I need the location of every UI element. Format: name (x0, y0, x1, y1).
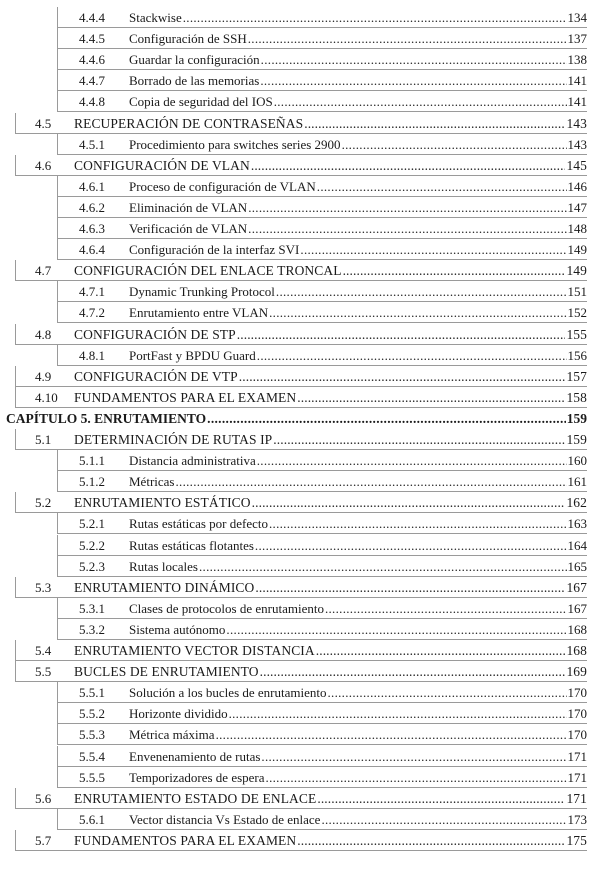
toc-entry-title: Solución a los bucles de enrutamiento (129, 685, 327, 701)
toc-entry-page: 149 (566, 263, 587, 279)
toc-entry-page: 168 (566, 643, 587, 658)
toc-entry-title: BUCLES DE ENRUTAMIENTO (74, 664, 259, 680)
toc-entry-page: 167 (567, 600, 587, 616)
toc-entry-number: 5.6 (35, 790, 52, 806)
toc-entry-title: Rutas estáticas flotantes (129, 537, 254, 553)
toc-entry-page: 152 (567, 305, 587, 321)
toc-entry-page: 158 (566, 389, 587, 405)
toc-entry-page: 171 (567, 769, 587, 785)
toc-dot-leader (207, 408, 566, 429)
toc-bracket-line (15, 492, 16, 513)
toc-bracket-line (57, 302, 58, 323)
toc-entry-title: Stackwise (129, 10, 182, 25)
toc-bracket-line (57, 513, 58, 534)
toc-dot-leader (273, 429, 565, 450)
toc-subsection-row[interactable] (57, 281, 587, 302)
toc-subsection-row[interactable] (57, 218, 587, 239)
toc-subsection-row[interactable] (57, 471, 587, 492)
toc-entry-number: 4.4.4 (79, 10, 105, 25)
toc-section-row[interactable] (15, 577, 587, 598)
toc-entry-title: CONFIGURACIÓN DE VLAN (74, 157, 250, 173)
toc-dot-leader (257, 450, 567, 471)
toc-bracket-line (15, 577, 16, 598)
toc-entry-number: 4.6.2 (79, 199, 105, 215)
toc-bracket-line (57, 28, 58, 49)
toc-subsection-row[interactable] (57, 450, 587, 471)
toc-dot-leader (248, 197, 566, 218)
toc-dot-leader (199, 556, 567, 577)
toc-entry-page: 170 (567, 727, 587, 743)
toc-entry-number: 4.8.1 (79, 347, 105, 363)
toc-entry-title: ENRUTAMIENTO VECTOR DISTANCIA (74, 643, 315, 658)
toc-bracket-line (57, 218, 58, 239)
toc-entry-page: 159 (566, 432, 587, 447)
toc-section-row[interactable] (15, 366, 587, 387)
toc-bracket-line (57, 49, 58, 70)
toc-section-row[interactable] (15, 324, 587, 345)
toc-entry-page: 173 (567, 811, 587, 827)
toc-entry-title: ENRUTAMIENTO DINÁMICO (74, 579, 255, 595)
toc-entry-page: 143 (566, 115, 587, 131)
toc-dot-leader (257, 345, 567, 366)
toc-entry-number: 5.1.1 (79, 453, 105, 469)
toc-entry-number: 4.6.4 (79, 242, 105, 258)
toc-dot-leader (183, 7, 567, 28)
toc-entry-title: Dynamic Trunking Protocol (129, 284, 275, 300)
toc-entry-page: 168 (567, 621, 587, 637)
toc-section-row[interactable] (15, 429, 587, 450)
toc-entry-number: 5.5 (35, 664, 52, 680)
toc-entry-title: Configuración de la interfaz SVI (129, 242, 300, 258)
toc-subsection-row[interactable] (57, 535, 587, 556)
toc-bracket-line (57, 91, 58, 112)
toc-subsection-row[interactable] (57, 134, 587, 155)
toc-dot-leader (251, 155, 566, 176)
toc-entry-title: Clases de protocolos de enrutamiento (129, 600, 324, 616)
toc-entry-number: 4.8 (35, 326, 52, 342)
toc-entry-page: 169 (566, 664, 587, 680)
toc-entry-page: 163 (567, 516, 587, 532)
toc-dot-leader (325, 598, 567, 619)
toc-bracket-line (57, 134, 58, 155)
toc-entry-title: CAPÍTULO 5. ENRUTAMIENTO (6, 410, 207, 426)
toc-dot-leader (343, 260, 566, 281)
toc-entry-page: 134 (567, 10, 587, 25)
toc-entry-page: 138 (567, 52, 587, 68)
toc-section-row[interactable] (15, 260, 587, 281)
toc-dot-leader (317, 788, 565, 809)
toc-entry-title: Sistema autónomo (129, 621, 226, 637)
toc-entry-title: Temporizadores de espera (129, 769, 265, 785)
toc-entry-page: 149 (567, 242, 587, 258)
toc-entry-title: CONFIGURACIÓN DEL ENLACE TRONCAL (74, 263, 342, 279)
toc-bracket-line (57, 724, 58, 745)
toc-entry-number: 4.5.1 (79, 136, 105, 152)
toc-dot-leader (255, 577, 565, 598)
toc-dot-leader (239, 366, 566, 387)
toc-bracket-line (57, 598, 58, 619)
toc-entry-page: 165 (567, 558, 587, 574)
toc-dot-leader (226, 619, 566, 640)
toc-entry-page: 171 (566, 790, 587, 806)
toc-dot-leader (260, 661, 566, 682)
toc-entry-page: 147 (567, 199, 587, 215)
toc-section-row[interactable] (15, 640, 587, 661)
toc-subsection-row[interactable] (57, 302, 587, 323)
toc-subsection-row[interactable] (57, 598, 587, 619)
toc-entry-number: 5.7 (35, 832, 52, 848)
toc-dot-leader (266, 767, 567, 788)
toc-entry-title: Métrica máxima (129, 727, 215, 743)
toc-dot-leader (304, 113, 565, 134)
toc-bracket-line (15, 429, 16, 450)
toc-entry-title: CONFIGURACIÓN DE STP (74, 326, 236, 342)
toc-dot-leader (316, 640, 566, 661)
toc-chapter-row[interactable] (6, 408, 587, 429)
toc-bracket-line (57, 450, 58, 471)
toc-entry-number: 5.1.2 (79, 474, 105, 490)
toc-entry-number: 4.9 (35, 368, 52, 384)
toc-section-row[interactable] (15, 155, 587, 176)
toc-entry-title: Proceso de configuración de VLAN (129, 178, 316, 194)
toc-entry-title: CONFIGURACIÓN DE VTP (74, 368, 238, 384)
toc-dot-leader (216, 724, 567, 745)
toc-entry-title: Guardar la configuración (129, 52, 260, 68)
toc-entry-number: 5.3 (35, 579, 52, 595)
toc-subsection-row[interactable] (57, 176, 587, 197)
toc-subsection-row[interactable] (57, 70, 587, 91)
toc-dot-leader (276, 281, 567, 302)
toc-entry-page: 143 (567, 136, 587, 152)
toc-subsection-row[interactable] (57, 767, 587, 788)
toc-entry-title: Eliminación de VLAN (129, 199, 248, 215)
toc-entry-number: 5.5.3 (79, 727, 105, 743)
toc-bracket-line (15, 260, 16, 281)
toc-entry-number: 4.4.5 (79, 31, 105, 47)
toc-bracket-line (15, 640, 16, 661)
toc-entry-title: Envenenamiento de rutas (129, 748, 261, 764)
toc-entry-title: Configuración de SSH (129, 31, 247, 47)
toc-entry-title: ENRUTAMIENTO ESTÁTICO (74, 495, 251, 511)
toc-dot-leader (321, 809, 566, 830)
toc-entry-page: 161 (567, 474, 587, 490)
toc-entry-page: 148 (567, 221, 587, 236)
toc-entry-number: 5.1 (35, 432, 52, 447)
toc-entry-number: 4.10 (35, 389, 58, 405)
toc-entry-title: Procedimiento para switches series 2900 (129, 136, 341, 152)
toc-entry-number: 5.5.4 (79, 748, 105, 764)
toc-subsection-row[interactable] (57, 556, 587, 577)
toc-entry-number: 5.2.2 (79, 537, 105, 553)
toc-bracket-line (57, 619, 58, 640)
toc-entry-number: 5.2.3 (79, 558, 105, 574)
toc-entry-number: 4.7 (35, 263, 52, 279)
toc-entry-number: 4.4.8 (79, 94, 105, 110)
toc-bracket-line (15, 155, 16, 176)
toc-entry-title: Copia de seguridad del IOS (129, 94, 273, 110)
toc-entry-page: 160 (567, 453, 587, 469)
toc-entry-number: 4.4.6 (79, 52, 105, 68)
toc-entry-number: 4.6.1 (79, 178, 105, 194)
toc-entry-page: 141 (567, 73, 587, 89)
toc-bracket-line (57, 345, 58, 366)
toc-subsection-row[interactable] (57, 7, 587, 28)
toc-subsection-row[interactable] (57, 619, 587, 640)
toc-entry-page: 157 (566, 368, 587, 384)
toc-section-row[interactable] (15, 113, 587, 134)
toc-section-row[interactable] (15, 661, 587, 682)
toc-entry-title: Enrutamiento entre VLAN (129, 305, 269, 321)
toc-dot-leader (255, 535, 567, 556)
toc-subsection-row[interactable] (57, 239, 587, 260)
toc-entry-title: ENRUTAMIENTO ESTADO DE ENLACE (74, 790, 317, 806)
toc-entry-number: 5.6.1 (79, 811, 105, 827)
toc-bracket-line (57, 70, 58, 91)
toc-bracket-line (57, 281, 58, 302)
toc-entry-page: 156 (567, 347, 587, 363)
toc-dot-leader (260, 70, 566, 91)
toc-bracket-line (15, 387, 16, 408)
toc-entry-title: Vector distancia Vs Estado de enlace (129, 811, 321, 827)
toc-entry-title: RECUPERACIÓN DE CONTRASEÑAS (74, 115, 304, 131)
toc-bracket-line (15, 661, 16, 682)
toc-bracket-line (57, 767, 58, 788)
toc-entry-number: 5.3.2 (79, 621, 105, 637)
toc-entry-title: PortFast y BPDU Guard (129, 347, 256, 363)
toc-entry-number: 5.2.1 (79, 516, 105, 532)
toc-dot-leader (327, 682, 566, 703)
toc-subsection-row[interactable] (57, 197, 587, 218)
toc-section-row[interactable] (15, 387, 587, 408)
toc-bracket-line (57, 471, 58, 492)
toc-bracket-line (57, 7, 58, 28)
toc-bracket-line (15, 113, 16, 134)
toc-entry-title: Métricas (129, 474, 175, 490)
toc-subsection-row[interactable] (57, 91, 587, 112)
toc-bracket-line (15, 788, 16, 809)
toc-entry-title: Rutas locales (129, 558, 198, 574)
toc-entry-number: 4.4.7 (79, 73, 105, 89)
toc-section-row[interactable] (15, 830, 587, 851)
toc-entry-number: 4.7.1 (79, 284, 105, 300)
toc-entry-title: DETERMINACIÓN DE RUTAS IP (74, 432, 273, 447)
toc-section-row[interactable] (15, 492, 587, 513)
toc-entry-page: 146 (567, 178, 587, 194)
toc-entry-title: Horizonte dividido (129, 706, 228, 722)
toc-entry-number: 5.5.5 (79, 769, 105, 785)
toc-dot-leader (342, 134, 567, 155)
toc-entry-title: Rutas estáticas por defecto (129, 516, 268, 532)
toc-dot-leader (269, 513, 567, 534)
toc-entry-page: 171 (567, 748, 587, 764)
toc-entry-title: FUNDAMENTOS PARA EL EXAMEN (74, 832, 297, 848)
toc-entry-number: 4.5 (35, 115, 52, 131)
toc-bracket-line (57, 682, 58, 703)
toc-entry-title: Distancia administrativa (129, 453, 256, 469)
toc-entry-page: 164 (567, 537, 587, 553)
toc-entry-page: 162 (566, 495, 587, 511)
toc-bracket-line (57, 239, 58, 260)
toc-dot-leader (175, 471, 566, 492)
toc-subsection-row[interactable] (57, 703, 587, 724)
toc-entry-page: 141 (567, 94, 587, 110)
toc-bracket-line (57, 703, 58, 724)
toc-subsection-row[interactable] (57, 49, 587, 70)
toc-subsection-row[interactable] (57, 746, 587, 767)
toc-subsection-row[interactable] (57, 513, 587, 534)
toc-entry-title: Verificación de VLAN (129, 221, 248, 236)
toc-entry-title: FUNDAMENTOS PARA EL EXAMEN (74, 389, 297, 405)
toc-entry-number: 5.5.1 (79, 685, 105, 701)
toc-dot-leader (297, 387, 565, 408)
toc-entry-page: 175 (566, 832, 587, 848)
toc-dot-leader (248, 28, 567, 49)
toc-bracket-line (15, 366, 16, 387)
toc-dot-leader (317, 176, 567, 197)
toc-dot-leader (252, 492, 566, 513)
toc-subsection-row[interactable] (57, 682, 587, 703)
toc-dot-leader (300, 239, 566, 260)
toc-subsection-row[interactable] (57, 28, 587, 49)
toc-entry-page: 145 (566, 157, 587, 173)
toc-entry-title: Borrado de las memorias (129, 73, 260, 89)
toc-entry-number: 4.6.3 (79, 221, 105, 236)
toc-entry-page: 155 (566, 326, 587, 342)
toc-entry-page: 170 (567, 706, 587, 722)
toc-bracket-line (15, 830, 16, 851)
toc-subsection-row[interactable] (57, 724, 587, 745)
toc-entry-page: 167 (566, 579, 587, 595)
toc-bracket-line (57, 556, 58, 577)
toc-dot-leader (269, 302, 566, 323)
toc-bracket-line (57, 535, 58, 556)
toc-bracket-line (57, 809, 58, 830)
toc-bracket-line (15, 324, 16, 345)
toc-dot-leader (237, 324, 566, 345)
toc-entry-page: 159 (566, 410, 587, 426)
toc-subsection-row[interactable] (57, 809, 587, 830)
toc-dot-leader (274, 91, 567, 112)
toc-dot-leader (297, 830, 565, 851)
toc-section-row[interactable] (15, 788, 587, 809)
toc-entry-number: 4.6 (35, 157, 52, 173)
toc-bracket-line (57, 746, 58, 767)
toc-dot-leader (229, 703, 567, 724)
toc-subsection-row[interactable] (57, 345, 587, 366)
toc-entry-page: 137 (567, 31, 587, 47)
toc-entry-page: 151 (567, 284, 587, 300)
toc-entry-page: 170 (567, 685, 587, 701)
toc-entry-number: 5.4 (35, 643, 52, 658)
toc-entry-number: 5.3.1 (79, 600, 105, 616)
toc-dot-leader (261, 746, 566, 767)
toc-entry-number: 4.7.2 (79, 305, 105, 321)
toc-dot-leader (248, 218, 566, 239)
toc-bracket-line (57, 197, 58, 218)
toc-dot-leader (261, 49, 567, 70)
toc-entry-number: 5.5.2 (79, 706, 105, 722)
toc-entry-number: 5.2 (35, 495, 52, 511)
toc-bracket-line (57, 176, 58, 197)
